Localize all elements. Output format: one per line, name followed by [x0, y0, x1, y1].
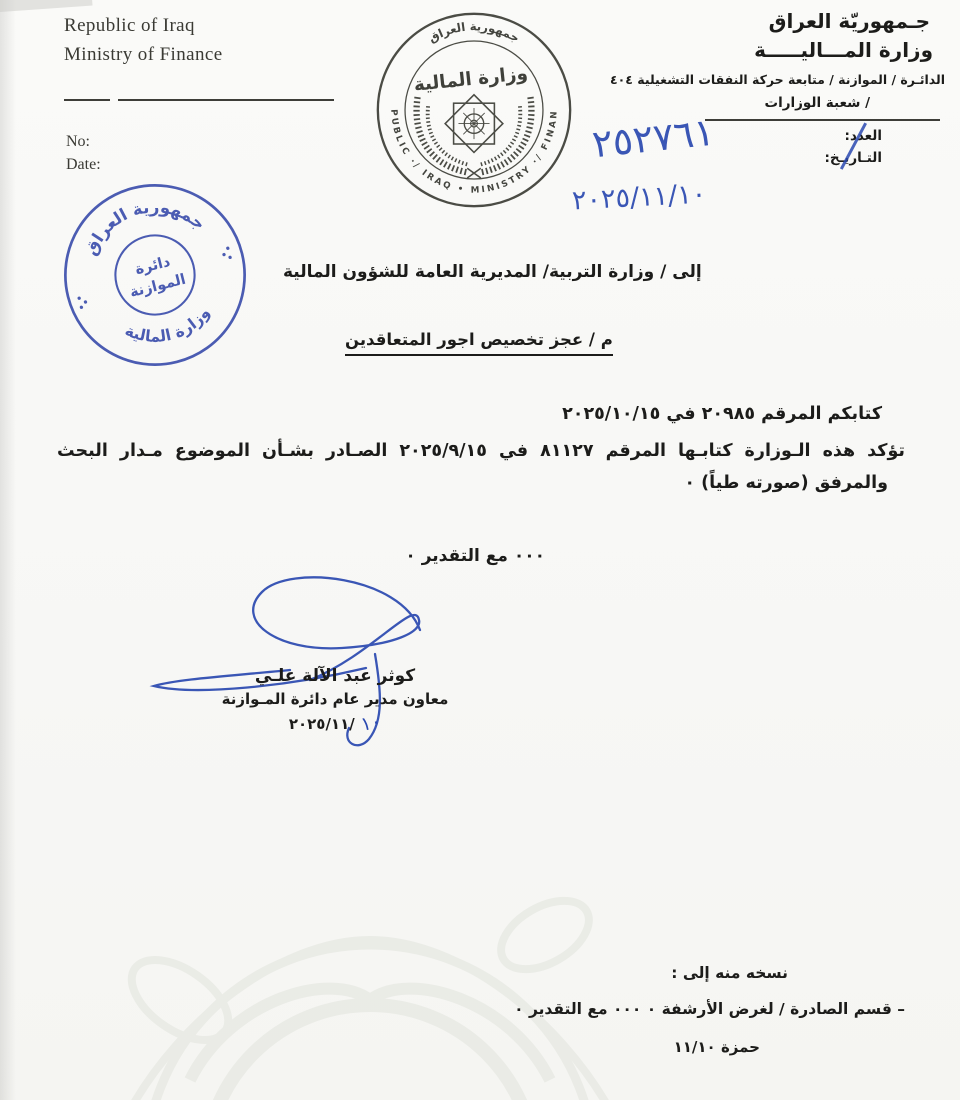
- header-ar-division-line: / شعبة الوزارات: [764, 95, 870, 111]
- header-ar-department-line: الدائـرة / الموازنة / متابعة حركة النفقات التشغيلية ٤٠٤: [610, 72, 945, 87]
- emblem-ring-text-arabic: جمهورية العراق: [425, 19, 523, 46]
- signature-date-handwritten-day: ١٠: [358, 710, 384, 737]
- signer-title: معاون مدير عام دائرة المـوازنة: [221, 689, 449, 708]
- signer-name: كوثر عبد الآلة علـي: [254, 666, 416, 686]
- no-label: No:: [66, 133, 90, 150]
- emblem-ring-text-english: REPUBLIC ·/ IRAQ • MINISTRY ·/ FINANCE: [388, 103, 560, 196]
- number-label-ar: العدد:: [844, 128, 882, 144]
- stamp-center-line1: دائرة: [133, 253, 172, 279]
- handwritten-reference-number: ٢٥٢٧٦١: [590, 109, 717, 167]
- header-ar-country: جـمهوريّة العراق: [768, 9, 930, 33]
- subject-line: م / عجز تخصيص اجور المتعاقدين: [345, 330, 613, 356]
- handler-note: حمزة ١١/١٠: [673, 1038, 760, 1056]
- stamp-center-line2: الموازنة: [127, 270, 188, 301]
- header-en-ministry: Ministry of Finance: [64, 43, 223, 65]
- header-divider-short: [64, 99, 110, 101]
- body-line-1: كتابكم المرقم ٢٠٩٨٥ في ٢٠٢٥/١٠/١٥: [562, 404, 882, 424]
- closing-line: ٠٠٠ مع التقدير ٠: [405, 546, 545, 566]
- addressee-line: إلى / وزارة التربية/ المديرية العامة للشؤون المالية: [283, 262, 702, 282]
- date-label-ar: التـاريـخ:: [824, 150, 882, 166]
- scan-corner-artifact: [0, 0, 93, 12]
- signature-date-typed: ٢٠٢٥/١١/: [288, 715, 355, 734]
- ministry-of-finance-seal-icon: [372, 8, 576, 212]
- no-date-labels: [66, 130, 101, 176]
- signature-date-line: [205, 710, 465, 738]
- division-underline: [705, 119, 940, 121]
- stamp-ring-bottom-text: وزارة المالية: [122, 303, 214, 346]
- copies-to-label: نسخه منه إلى :: [671, 964, 788, 982]
- header-divider-long: [118, 99, 334, 101]
- stamp-ring-top-text: جمهورية العراق: [81, 197, 210, 259]
- copy-distribution-line: – قسم الصادرة / لغرض الأرشفة ٠ ٠٠٠ مع التقدير ٠: [514, 1000, 905, 1018]
- header-english: [64, 12, 223, 69]
- handwritten-date: ٢٠٢٥/١١/١٠: [571, 178, 707, 217]
- watermark-ornament: [40, 880, 680, 1100]
- signature-block: [205, 664, 465, 738]
- body-line-3: والمرفق (صورته طياً) ٠: [684, 473, 888, 493]
- emblem-star-rosette-icon: [445, 95, 503, 153]
- emblem-calligraphy-text: وزارة المالية: [412, 62, 529, 96]
- header-en-country: Republic of Iraq: [64, 15, 195, 36]
- budget-department-stamp: [35, 155, 275, 395]
- body-line-2: تؤكد هذه الـوزارة كتابـها المرقم ٨١١٢٧ في ٢٠٢٥/٩/١٥ الصـادر بشـأن الموضوع مـدار البحث: [57, 441, 905, 461]
- header-ar-ministry: وزارة المـــاليـــــة: [754, 38, 933, 62]
- date-label-en: Date:: [66, 156, 101, 174]
